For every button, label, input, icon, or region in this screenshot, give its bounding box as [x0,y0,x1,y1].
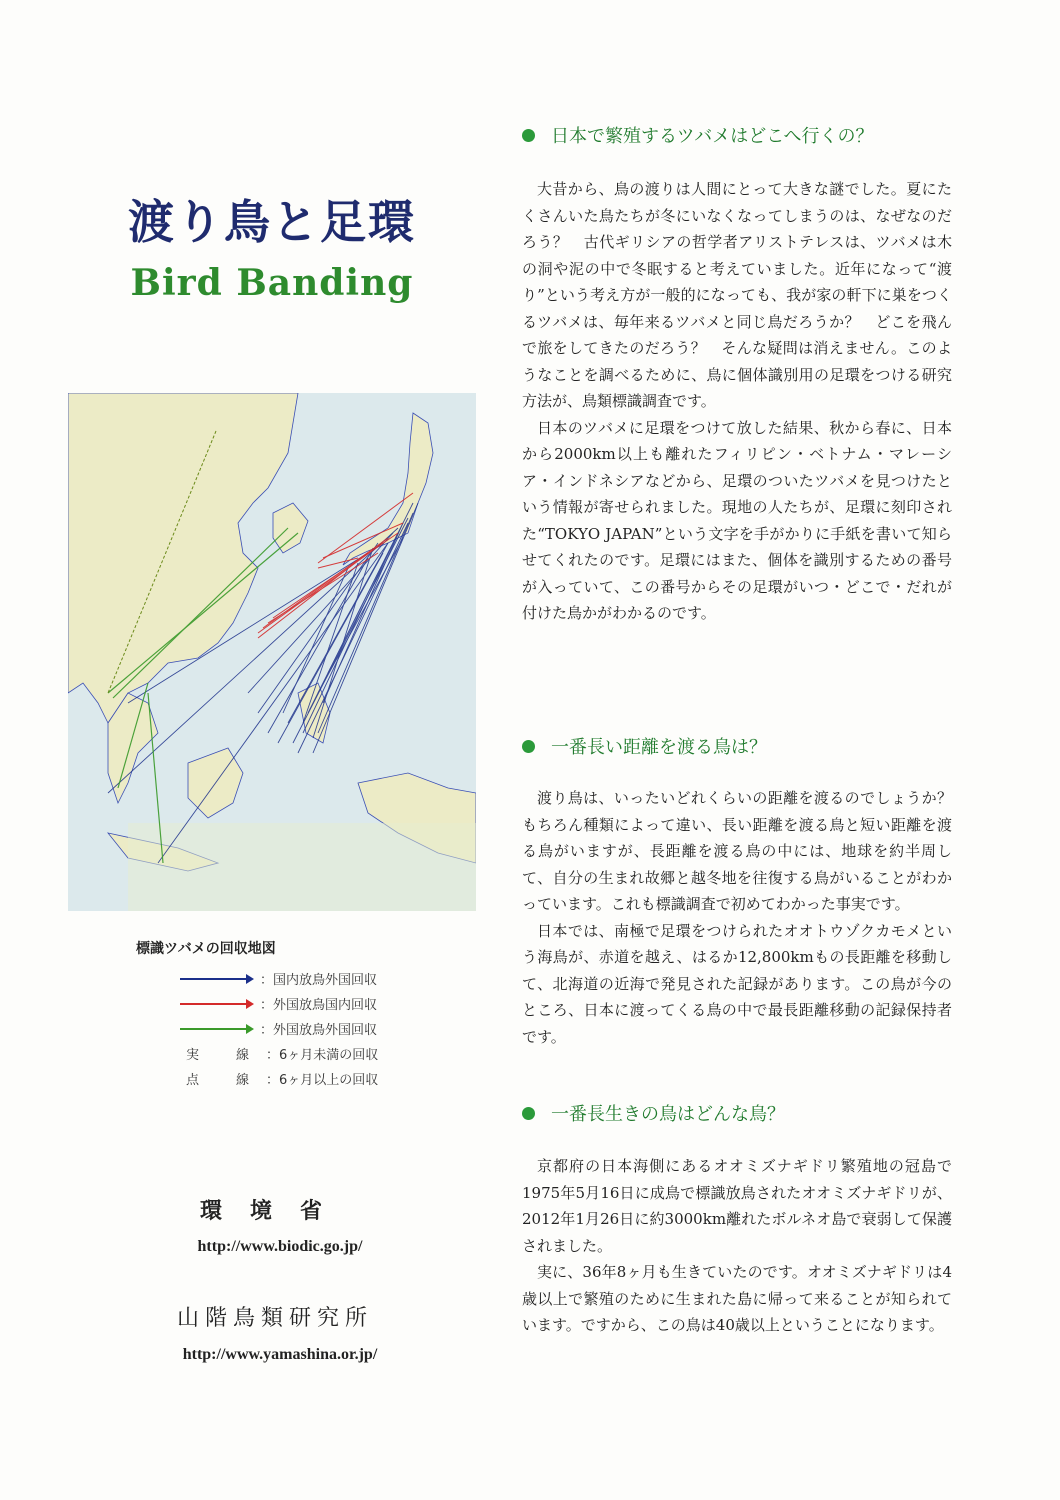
section-heading-text: 一番長い距離を渡る鳥は？ [551,737,767,758]
ministry-url[interactable]: http://www.biodic.go.jp/ [197,1238,363,1255]
bullet-icon [522,129,535,142]
paragraph: 実に、36年8ヶ月も生きていたのです。オオミズナギドリは4歳以上で繁殖のために生まれた島に帰って来ることが知られています。ですから、この鳥は40歳以上ということになります。 [522,1263,952,1334]
institute-name: 山階鳥類研究所 [176,1306,373,1331]
bullet-icon [522,1107,535,1120]
section-body [522,785,968,1050]
paragraph: 大昔から、鳥の渡りは人間にとって大きな謎でした。夏にたくさんいた鳥たちが冬にいなくなってしまうのは、なぜなのだろう？ 古代ギリシアの哲学者アリストテレスは、ツバメは木の洞や泥の中で冬眠すると考えていました。近年になって“渡り”という考え方が一般的になっても、我が家の軒下に巣をつくるツバメは、毎年来るツバメと同じ鳥だろうか？ どこを飛んで旅をしてきたのだろう？ そんな疑問は消えません。このようなことを調べるために、鳥に個体識別用の足環をつける研究方法が、鳥類標識調査です。 [522,180,952,410]
section-body [522,176,952,627]
bullet-icon [522,740,535,753]
legend-label: ：国内放鳥外国回収 [260,973,378,988]
red-arrow-icon [180,1003,252,1005]
section-heading [522,733,952,759]
paragraph: 渡り鳥は、いったいどれくらいの距離を渡るのでしょうか？ もちろん種類によって違い、長い距離を渡る鳥と短い距離を渡る鳥がいますが、長距離を渡る鳥の中には、地球を約半周して、自分の生まれ故郷と越冬地を往復する鳥がいることがわかっています。これも標識調査で初めてわかった事実です。 [522,789,968,913]
section-heading-text: 日本で繁殖するツバメはどこへ行くの？ [551,126,874,147]
paragraph: 日本では、南極で足環をつけられたオオトウゾクカモメという海鳥が、赤道を越え、はるか12,800kmもの長距離を移動して、北海道の近海で発見された記録があります。この鳥が今のところ、日本に渡ってくる鳥の中で最長距離移動の記録保持者です。 [522,921,952,1046]
section-body [522,1153,952,1339]
section-heading [522,122,952,148]
blue-arrow-icon [180,978,252,980]
legend-label: ：6ヶ月以上の回収 [266,1073,379,1088]
paragraph: 京都府の日本海側にあるオオミズナギドリ繁殖地の冠島で1975年5月16日に成鳥で標識放鳥されたオオミズナギドリが、2012年1月26日に約3000km離れたボルネオ島で衰弱して保護されました。 [522,1157,952,1255]
legend-label: ：外国放鳥国内回収 [260,998,378,1013]
legend-key: 実 線 [186,1048,262,1063]
legend-row-solid [136,1041,436,1066]
section-heading-text: 一番長生きの鳥はどんな鳥？ [551,1104,785,1125]
title-japanese: 渡り鳥と足環 [128,195,416,249]
legend-label: ：6ヶ月未満の回収 [266,1048,379,1063]
legend-row-blue [136,966,436,991]
institute-url[interactable]: http://www.yamashina.or.jp/ [182,1346,378,1363]
legend-key: 点 線 [186,1073,262,1088]
legend-row-dotted [136,1066,436,1091]
legend-title: 標識ツバメの回収地図 [136,941,276,957]
legend-label: ：外国放鳥外国回収 [260,1023,378,1038]
ministry-name: 環境省 [199,1199,350,1224]
legend-row-green [136,1016,436,1041]
green-arrow-icon [180,1028,252,1030]
map-legend [136,938,436,1091]
section-heading [522,1100,952,1126]
paragraph: 日本のツバメに足環をつけて放した結果、秋から春に、日本から2000km以上も離れたフィリピン・ベトナム・マレーシア・インドネシアなどから、足環のついたツバメを見つけたという情報が寄せられました。現地の人たちが、足環に刻印された“TOKYO JAPAN”という文字を手がかりに手紙を書いて知らせてくれたのです。足環にはまた、個体を識別するための番号が入っていて、この番号からその足環がいつ・どこで・だれが付けた鳥かがわかるのです。 [522,418,952,622]
title-english: Bird Banding [130,262,414,304]
swallow-recovery-map [68,393,476,911]
legend-row-red [136,991,436,1016]
